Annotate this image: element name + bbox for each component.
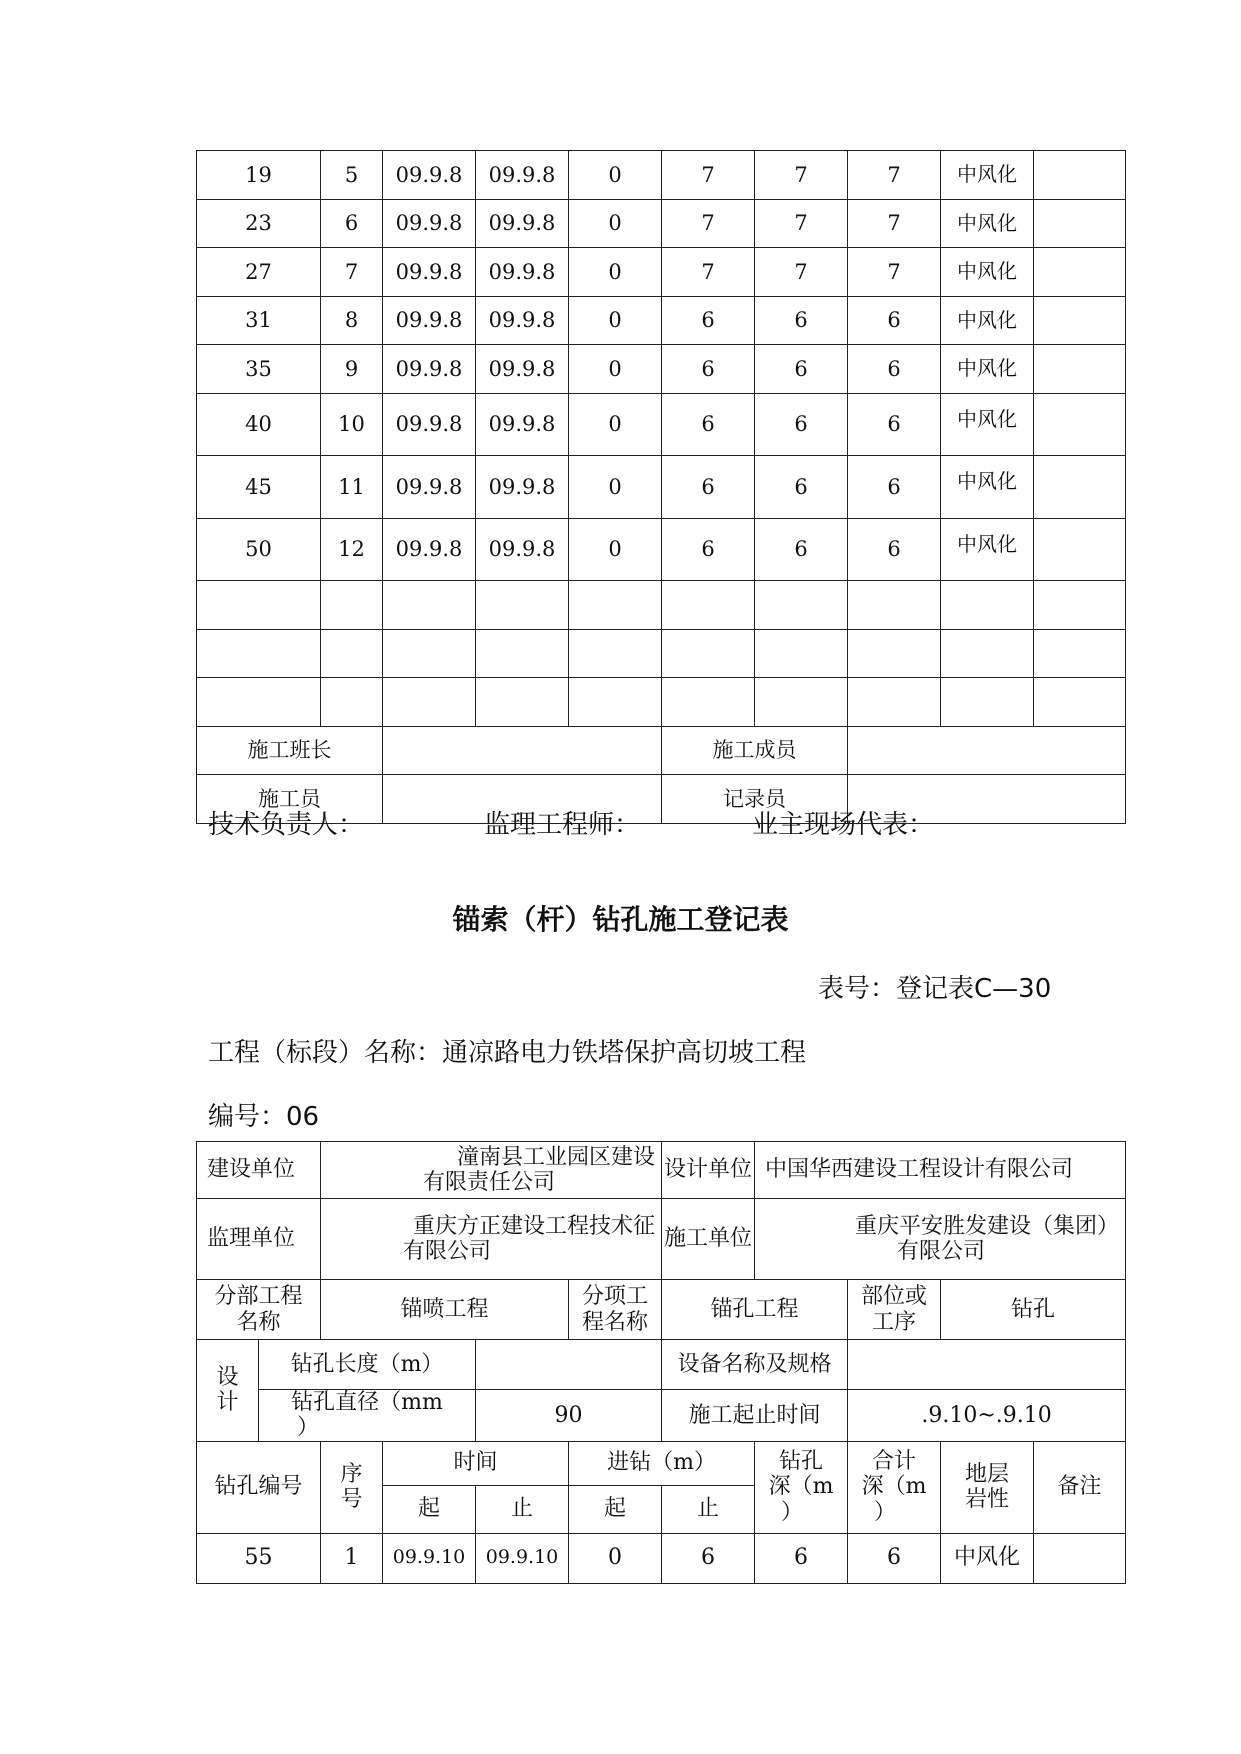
subitem-label-line1: 分项工 [582,1284,649,1310]
construction-unit-line1: 潼南县工业园区建设 [457,1144,656,1170]
sequence-header-line2: 号 [340,1487,363,1513]
drill-end-cell: 7 [662,151,755,200]
drill-start-cell: 0 [569,296,662,345]
total-depth-cell: 6 [848,456,941,519]
builder-unit-label: 施工单位 [662,1199,755,1280]
part-label [848,1280,941,1340]
total-depth-header-line2: 深（m [861,1474,927,1500]
subdivision-label-line1: 分部工程 [214,1284,303,1310]
drill-end-cell: 6 [662,1533,755,1583]
sequence-cell: 11 [321,456,383,519]
table-row [197,199,1126,248]
owner-rep-signature-label: 业主现场代表： [752,810,935,840]
drill-start-header: 起 [569,1485,662,1533]
hole-depth-cell: 6 [755,1533,848,1583]
rock-layer-cell: 中风化 [941,518,1034,581]
work-breakdown-row [197,1280,1126,1340]
start-date-cell: 09.9.8 [383,518,476,581]
total-depth-header-line1: 合计 [872,1449,917,1475]
construction-period-value: .9.10~.9.10 [848,1390,1126,1442]
hole-depth-cell: 7 [755,248,848,297]
rock-layer-cell: 中风化 [941,456,1034,519]
project-name: 工程（标段）名称：通凉路电力铁塔保护高切坡工程 [208,1038,807,1068]
drill-end-cell: 6 [662,456,755,519]
total-depth-header [848,1441,941,1533]
drill-start-cell: 0 [569,456,662,519]
form-title: 锚索（杆）钻孔施工登记表 [452,903,789,936]
start-date-cell: 09.9.8 [383,199,476,248]
equipment-label: 设备名称及规格 [662,1340,848,1390]
sequence-cell: 7 [321,248,383,297]
supervision-unit-label: 监理单位 [197,1199,321,1280]
end-date-cell: 09.9.8 [476,456,569,519]
sequence-header [321,1441,383,1533]
hole-number-cell: 19 [197,151,321,200]
team-members-value [848,726,1126,775]
table-row [197,248,1126,297]
hole-depth-cell: 7 [755,151,848,200]
total-depth-cell: 6 [848,518,941,581]
design-row-1 [197,1340,1126,1390]
time-header: 时间 [383,1441,569,1485]
hole-depth-cell: 6 [755,345,848,394]
subitem-label [569,1280,662,1340]
sequence-cell: 1 [321,1533,383,1583]
sequence-cell: 10 [321,393,383,456]
end-date-cell: 09.9.8 [476,345,569,394]
construction-period-label: 施工起止时间 [662,1390,848,1442]
hole-number-cell: 27 [197,248,321,297]
tech-lead-signature-label: 技术负责人： [208,810,365,840]
table-row [197,393,1126,456]
table-row [197,518,1126,581]
supervision-unit-line2: 有限公司 [403,1239,492,1264]
empty-row [197,678,1126,727]
rock-layer-cell: 中风化 [941,393,1034,456]
rock-layer-header [941,1441,1034,1533]
rock-layer-cell: 中风化 [941,345,1034,394]
note-cell [1034,393,1126,456]
drill-start-cell: 0 [569,345,662,394]
design-unit-label: 设计单位 [662,1142,755,1199]
equipment-value [848,1340,1126,1390]
hole-number-cell: 45 [197,456,321,519]
note-cell [1034,296,1126,345]
rock-layer-cell: 中风化 [941,151,1034,200]
design-label [197,1340,259,1442]
subdivision-value: 锚喷工程 [321,1280,569,1340]
note-cell [1034,456,1126,519]
hole-depth-header-line2: 深（m [768,1474,834,1500]
drill-end-cell: 7 [662,199,755,248]
hole-number-cell: 55 [197,1533,321,1583]
hole-number-cell: 40 [197,393,321,456]
note-cell [1034,1533,1126,1583]
hole-diameter-label-line1: 钻孔直径（mm [291,1390,443,1415]
hole-number-cell: 31 [197,296,321,345]
rock-layer-cell: 中风化 [941,248,1034,297]
time-end-header: 止 [476,1485,569,1533]
empty-row [197,581,1126,630]
drill-start-cell: 0 [569,248,662,297]
hole-diameter-value: 90 [476,1390,662,1442]
design-unit-value: 中国华西建设工程设计有限公司 [755,1142,1126,1199]
drill-start-cell: 0 [569,518,662,581]
end-date-cell: 09.9.8 [476,518,569,581]
hole-depth-cell: 6 [755,393,848,456]
note-cell [1034,199,1126,248]
units-row-1 [197,1142,1126,1199]
drill-end-cell: 7 [662,248,755,297]
start-date-cell: 09.9.8 [383,248,476,297]
team-leader-value [383,726,662,775]
rock-layer-cell: 中风化 [941,1533,1034,1583]
rock-layer-header-line2: 岩性 [965,1487,1010,1513]
drill-end-cell: 6 [662,296,755,345]
end-date-cell: 09.9.8 [476,199,569,248]
end-date-cell: 09.9.10 [476,1533,569,1583]
construction-unit-value [321,1142,662,1199]
start-date-cell: 09.9.8 [383,151,476,200]
end-date-cell: 09.9.8 [476,296,569,345]
empty-row [197,629,1126,678]
drill-end-cell: 6 [662,518,755,581]
builder-unit-value [755,1199,1126,1280]
construction-unit-line2: 有限责任公司 [423,1170,556,1195]
rock-layer-cell: 中风化 [941,296,1034,345]
table-row [197,456,1126,519]
sequence-cell: 8 [321,296,383,345]
builder-unit-line1: 重庆平安胜发建设（集团） [855,1213,1120,1239]
sequence-cell: 5 [321,151,383,200]
total-depth-cell: 6 [848,1533,941,1583]
table-row [197,151,1126,200]
team-members-label: 施工成员 [662,726,848,775]
sequence-cell: 9 [321,345,383,394]
part-label-line1: 部位或 [861,1284,928,1310]
sequence-cell: 6 [321,199,383,248]
total-depth-cell: 7 [848,151,941,200]
start-date-cell: 09.9.8 [383,296,476,345]
sequence-header-line1: 序 [340,1461,363,1487]
subitem-value: 锚孔工程 [662,1280,848,1340]
construction-unit-label: 建设单位 [197,1142,321,1199]
drill-start-cell: 0 [569,1533,662,1583]
total-depth-cell: 7 [848,248,941,297]
total-depth-cell: 6 [848,393,941,456]
hole-depth-cell: 7 [755,199,848,248]
time-start-header: 起 [383,1485,476,1533]
note-cell [1034,151,1126,200]
note-cell [1034,345,1126,394]
subitem-label-line2: 程名称 [582,1309,649,1335]
total-depth-cell: 6 [848,345,941,394]
supervision-unit-value [321,1199,662,1280]
hole-number-cell: 35 [197,345,321,394]
rock-layer-header-line1: 地层 [965,1461,1010,1487]
hole-depth-header-line3: ） [781,1499,804,1525]
hole-depth-header-line1: 钻孔 [779,1449,824,1475]
note-header: 备注 [1034,1441,1126,1533]
document-number: 编号：06 [208,1102,320,1132]
hole-diameter-label-line2: ） [297,1415,320,1441]
design-label-line1: 设 [216,1365,239,1390]
builder-unit-line2: 有限公司 [897,1239,986,1264]
hole-depth-cell: 6 [755,456,848,519]
team-leader-row [197,726,1126,775]
team-leader-label: 施工班长 [197,726,383,775]
total-depth-header-line3: ） [874,1499,897,1525]
design-label-line2: 计 [216,1390,239,1416]
hole-length-value [476,1340,662,1390]
note-cell [1034,518,1126,581]
units-row-2 [197,1199,1126,1280]
sequence-cell: 12 [321,518,383,581]
drilling-record-table-continued [196,150,1126,824]
end-date-cell: 09.9.8 [476,151,569,200]
start-date-cell: 09.9.8 [383,345,476,394]
table1-body [197,151,1126,581]
start-date-cell: 09.9.8 [383,456,476,519]
total-depth-cell: 6 [848,296,941,345]
hole-depth-cell: 6 [755,296,848,345]
drill-end-cell: 6 [662,393,755,456]
hole-diameter-label [259,1390,476,1442]
note-cell [1034,248,1126,297]
end-date-cell: 09.9.8 [476,248,569,297]
form-number: 表号：登记表C—30 [818,974,1052,1004]
drill-end-cell: 6 [662,345,755,394]
worker-label: 施工员 [197,775,383,824]
hole-number-cell: 50 [197,518,321,581]
hole-number-header: 钻孔编号 [197,1441,321,1533]
drill-start-cell: 0 [569,199,662,248]
hole-depth-header [755,1441,848,1533]
supervisor-signature-label: 监理工程师： [484,810,641,840]
table-row [197,1533,1126,1583]
rock-layer-cell: 中风化 [941,199,1034,248]
start-date-cell: 09.9.10 [383,1533,476,1583]
table-row [197,296,1126,345]
recorder-label: 记录员 [662,775,848,824]
design-row-2 [197,1390,1126,1442]
part-label-line2: 工序 [872,1309,917,1335]
drilling-record-table [196,1141,1126,1584]
start-date-cell: 09.9.8 [383,393,476,456]
part-value: 钻孔 [941,1280,1126,1340]
hole-length-label: 钻孔长度（m） [259,1340,476,1390]
drill-start-cell: 0 [569,393,662,456]
drill-end-header: 止 [662,1485,755,1533]
end-date-cell: 09.9.8 [476,393,569,456]
hole-depth-cell: 6 [755,518,848,581]
drill-progress-header: 进钻（m） [569,1441,755,1485]
subdivision-label [197,1280,321,1340]
subdivision-label-line2: 名称 [236,1309,281,1335]
total-depth-cell: 7 [848,199,941,248]
table-row [197,345,1126,394]
drill-start-cell: 0 [569,151,662,200]
hole-number-cell: 23 [197,199,321,248]
header-row-1 [197,1441,1126,1485]
supervision-unit-line1: 重庆方正建设工程技术征 [413,1213,656,1239]
